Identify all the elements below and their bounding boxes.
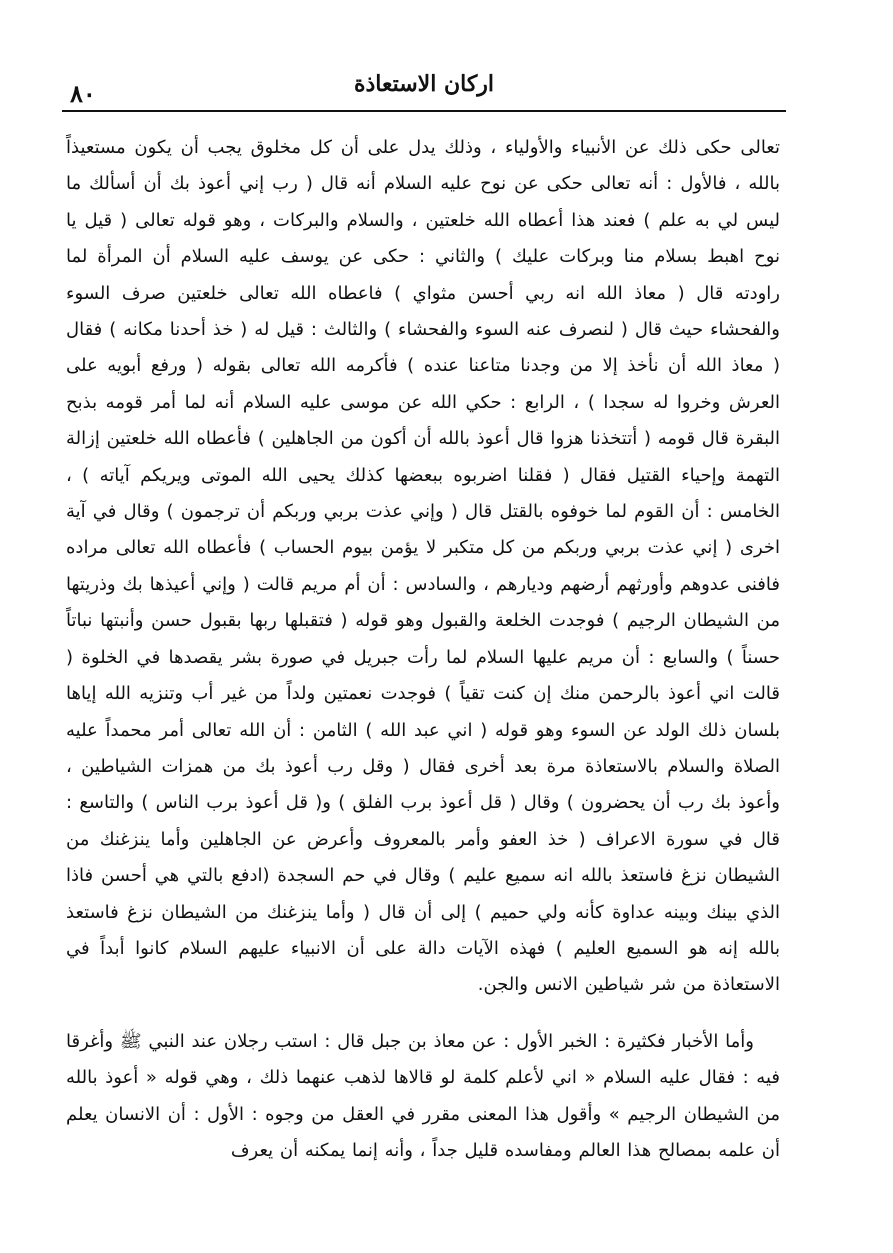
page-number: ٨٠ <box>70 79 96 108</box>
header-rule <box>62 110 786 112</box>
page-title: اركان الاستعاذة <box>353 71 495 97</box>
paragraph-2: وأما الأخبار فكثيرة : الخبر الأول : عن معاذ بن جبل قال : استب رجلان عند النبي ﷺ وأغرقا فيه : فقال عليه السلام « اني لأعلم كلمة لو قالاها لذهب عنهما ذلك ، وهي قوله « أعوذ بالله من الشيطان الرجيم » وأقول هذا المعنى مقرر في العقل من وجوه : الأول : أن الانسان يعلم أن علمه بمصالح هذا العالم ومفاسده قليل جداً ، وأنه إنما يمكنه أن يعرف <box>66 1030 780 1161</box>
body-text <box>66 130 780 1169</box>
paragraph-1: تعالى حكى ذلك عن الأنبياء والأولياء ، وذلك يدل على أن كل مخلوق يجب أن يكون مستعيذاً بالله ، فالأول : أنه تعالى حكى عن نوح عليه السلام أنه قال ( رب إني أعوذ بك أن أسألك ما ليس لي به علم ) فعند هذا أعطاه الله خلعتين ، والسلام والبركات ، وهو قوله تعالى ( قيل يا نوح اهبط بسلام منا وبركات عليك ) والثاني : حكى عن يوسف عليه السلام أن المرأة لما راودته قال ( معاذ الله انه ربي أحسن مثواي ) فاعطاه الله تعالى خلعتين صرف السوء والفحشاء حيث قال ( لنصرف عنه السوء والفحشاء ) والثالث : قيل له ( خذ أحدنا مكانه ) فقال ( معاذ الله أن نأخذ إلا من وجدنا متاعنا عنده ) فأكرمه الله تعالى بقوله ( ورفع أبويه على العرش وخروا له سجدا ) ، الرابع : حكي الله عن موسى عليه السلام أنه لما أمر قومه بذبح البقرة قال قومه ( أتتخذنا هزوا قال أعوذ بالله أن أكون من الجاهلين ) فأعطاه الله خلعتين إزالة التهمة وإحياء القتيل فقال ( فقلنا اضربوه ببعضها كذلك يحيى الله الموتى ويريكم آياته ) ، الخامس : أن القوم لما خوفوه بالقتل قال ( وإني عذت بربي وربكم أن ترجمون ) وقال في آية اخرى ( إني عذت بربي وربكم من كل متكبر لا يؤمن بيوم الحساب ) فأعطاه الله تعالى مراده فافنى عدوهم وأورثهم أرضهم وديارهم ، والسادس : أن أم مريم قالت ( وإني أعيذها بك وذريتها من الشيطان الرجيم ) فوجدت الخلعة والقبول وهو قوله ( فتقبلها ربها بقبول حسن وأنبتها نباتاً حسناً ) والسابع : أن مريم عليها السلام لما رأت جبريل في صورة بشر يقصدها في الخلوة ( قالت اني أعوذ بالرحمن منك إن كنت تقياً ) فوجدت نعمتين ولداً من غير أب وتنزيه الله إياها بلسان ذلك الولد عن السوء وهو قوله ( اني عبد الله ) الثامن : أن الله تعالى أمر محمداً عليه الصلاة والسلام بالاستعاذة مرة بعد أخرى فقال ( وقل رب أعوذ بك من همزات الشياطين ، وأعوذ بك رب أن يحضرون ) وقال ( قل أعوذ برب الفلق ) و( قل أعوذ برب الناس ) والتاسع : قال في سورة الاعراف ( خذ العفو وأمر بالمعروف وأعرض عن الجاهلين وأما ينزغنك من الشيطان نزغ فاستعذ بالله انه سميع عليم ) وقال في حم السجدة (ادفع بالتي هي أحسن فاذا الذي بينك وبينه عداوة كأنه ولي حميم ) إلى أن قال ( وأما ينزغنك من الشيطان نزغ فاستعذ بالله إنه هو السميع العليم ) فهذه الآيات دالة على أن الانبياء عليهم السلام كانوا أبداً في الاستعاذة من شر شياطين الانس والجن. <box>66 137 780 996</box>
running-header <box>62 60 786 112</box>
